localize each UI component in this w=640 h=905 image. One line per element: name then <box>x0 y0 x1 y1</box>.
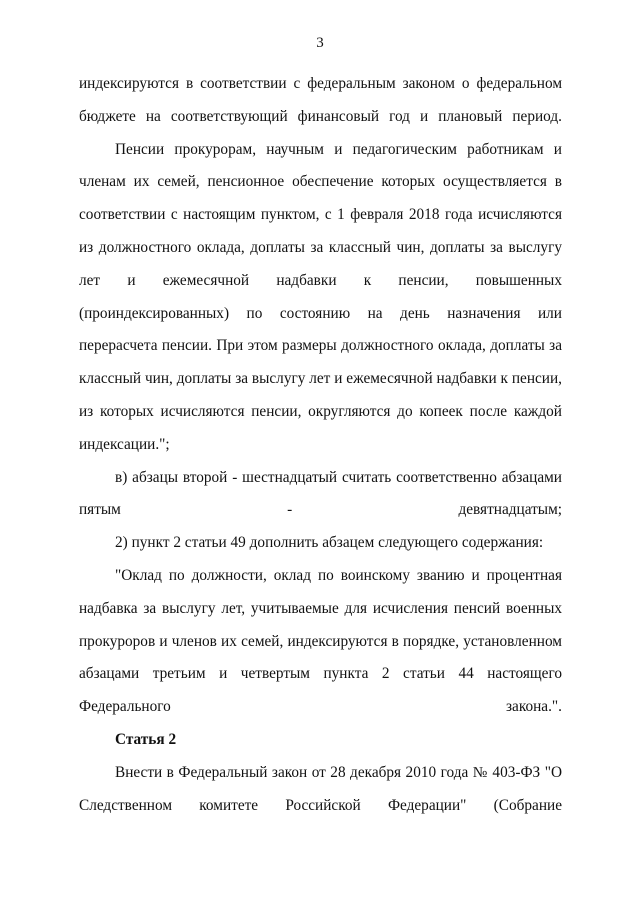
paragraph-after-heading <box>79 757 562 823</box>
text-line: 2) пункт 2 статьи 49 дополнить абзацем следующего содержания: <box>115 534 544 552</box>
text-line: членам их семей, пенсионное обеспечение которых осуществляется в <box>79 173 562 191</box>
paragraph-p5 <box>79 560 562 724</box>
text-line: округляются до копеек после каждой индексации."; <box>79 402 562 453</box>
text-line: прокуроров и членов их семей, индексируются в порядке, установленном <box>79 632 562 650</box>
text-line: должностного оклада, доплаты за классный чин, доплаты за выслугу лет и <box>79 238 562 289</box>
text-line: "О Следственном комитете Российской Федерации" (Собрание <box>79 763 562 814</box>
text-line: "Оклад по должности, оклад по воинскому званию и процентная <box>115 566 562 584</box>
text-line: Пенсии прокурорам, научным и педагогическим работникам и <box>115 140 562 158</box>
paragraph-p2 <box>79 134 562 462</box>
page-number: 3 <box>316 35 324 51</box>
text-line: состоянию на день назначения или перерасчета пенсии. При этом размеры <box>79 304 562 355</box>
text-line: Внести в Федеральный закон от 28 декабря 2010 года № 403-ФЗ <box>115 763 541 781</box>
text-line: пятым - девятнадцатым; <box>79 501 562 519</box>
text-line: в) абзацы второй - шестнадцатый считать соответственно абзацами <box>115 468 562 486</box>
text-line: ежемесячной надбавки к пенсии, из которых исчисляются пенсии, <box>79 370 562 420</box>
paragraph-p3 <box>79 462 562 528</box>
article-heading: Статья 2 <box>115 730 177 748</box>
text-line: Федерального закона.". <box>79 698 562 716</box>
text-line: бюджете на соответствующий финансовый год и плановый период. <box>79 107 562 125</box>
paragraph-p4 <box>79 527 562 560</box>
text-line: индексируются в соответствии с федеральным законом о федеральном <box>79 75 562 92</box>
text-line: соответствии с настоящим пунктом, с 1 февраля 2018 года исчисляются из <box>79 206 562 256</box>
text-line: должностного оклада, доплаты за классный чин, доплаты за выслугу лет и <box>79 337 562 388</box>
document-body <box>79 68 562 822</box>
text-line: надбавка за выслугу лет, учитываемые для исчисления пенсий военных <box>79 599 562 617</box>
paragraph-p1 <box>79 68 562 134</box>
text-line: ежемесячной надбавки к пенсии, повышенных (проиндексированных) по <box>79 271 562 322</box>
text-line: абзацами третьим и четвертым пункта 2 статьи 44 настоящего <box>79 665 562 683</box>
